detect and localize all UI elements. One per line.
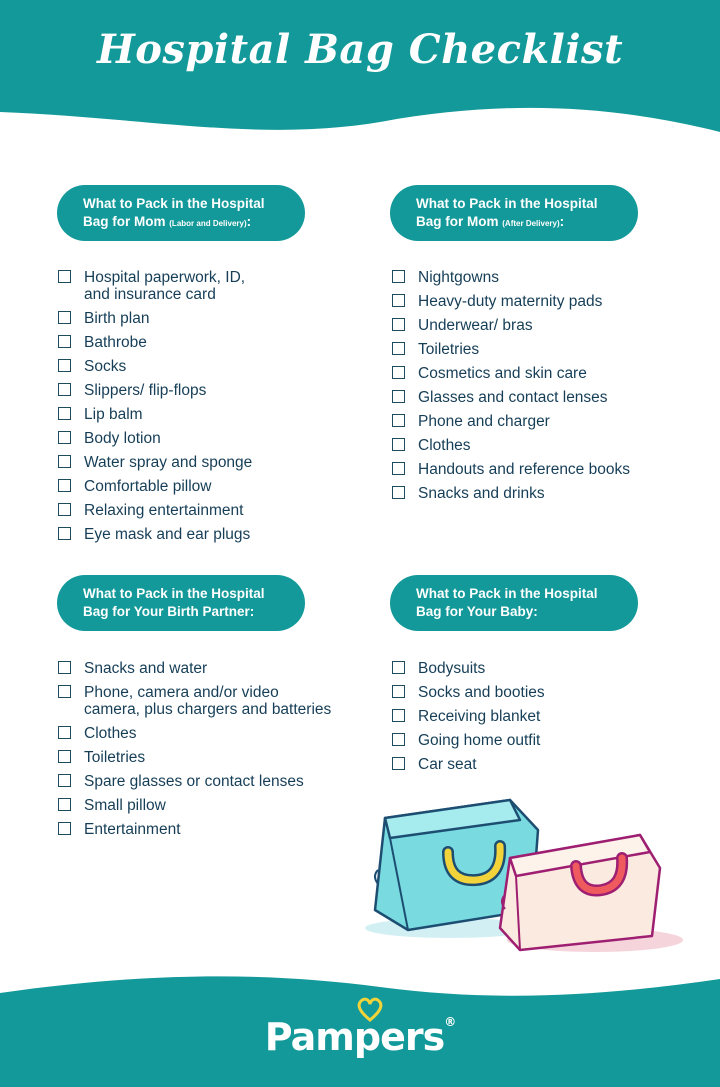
checklist-item-label: Hospital paperwork, ID, and insurance card (84, 269, 246, 303)
checklist-item (58, 773, 378, 790)
checkbox[interactable] (58, 726, 71, 739)
checkbox[interactable] (58, 822, 71, 835)
checkbox[interactable] (392, 709, 405, 722)
checklist-item (58, 430, 358, 447)
checkbox[interactable] (392, 366, 405, 379)
checkbox[interactable] (58, 798, 71, 811)
checklist-item-label: Spare glasses or contact lenses (84, 773, 304, 790)
checklist-item (58, 334, 358, 351)
checklist-item (392, 293, 712, 310)
checkbox[interactable] (58, 527, 71, 540)
checklist-item (58, 725, 378, 742)
checklist-item (58, 797, 378, 814)
checkbox[interactable] (392, 733, 405, 746)
checklist-item-label: Clothes (84, 725, 137, 742)
checkbox[interactable] (392, 462, 405, 475)
checklist-item-label: Comfortable pillow (84, 478, 212, 495)
header-wave (0, 0, 720, 150)
checklist-item (58, 454, 358, 471)
checkbox[interactable] (392, 318, 405, 331)
checklist-item-label: Phone, camera and/or video camera, plus chargers and batteries (84, 684, 332, 718)
checklist-item-label: Toiletries (84, 749, 146, 766)
section-heading-baby (390, 575, 638, 631)
checklist-item-label: Small pillow (84, 797, 166, 814)
checklist-item-label: Underwear/ bras (418, 317, 533, 334)
header-banner (0, 0, 720, 150)
checkbox[interactable] (392, 294, 405, 307)
checkbox[interactable] (58, 774, 71, 787)
heading-line2: Bag for Mom (416, 214, 499, 229)
checkbox[interactable] (58, 335, 71, 348)
checklist-item-label: Body lotion (84, 430, 161, 447)
checklist-item (392, 269, 712, 286)
checkbox[interactable] (58, 503, 71, 516)
checklist-item (392, 660, 712, 677)
heading-note: (Labor and Delivery) (169, 219, 247, 228)
checklist-item (392, 756, 712, 773)
checklist-item (392, 365, 712, 382)
checklist-mom-after (392, 269, 712, 509)
heading-line1: What to Pack in the Hospital (416, 586, 598, 601)
heading-line2: Bag for Your Birth Partner: (83, 604, 255, 619)
checklist-mom-labor (58, 269, 358, 550)
checklist-item (58, 684, 378, 718)
checklist-item-label: Bodysuits (418, 660, 486, 677)
checklist-item (58, 478, 358, 495)
section-heading-mom-labor (57, 185, 305, 241)
checklist-item-label: Bathrobe (84, 334, 147, 351)
logo-registered-mark: ® (444, 1015, 456, 1029)
checklist-item (58, 310, 358, 327)
checkbox[interactable] (392, 757, 405, 770)
checkbox[interactable] (58, 685, 71, 698)
checklist-item (392, 485, 712, 502)
checkbox[interactable] (58, 383, 71, 396)
checklist-item-label: Slippers/ flip-flops (84, 382, 207, 399)
checklist-item (58, 526, 358, 543)
pampers-logo (0, 1015, 720, 1059)
checklist-item-label: Clothes (418, 437, 471, 454)
checklist-item (58, 358, 358, 375)
checklist-item-label: Heavy-duty maternity pads (418, 293, 603, 310)
checklist-baby (392, 660, 712, 780)
heading-line1: What to Pack in the Hospital (83, 586, 265, 601)
checklist-item (58, 821, 378, 838)
checklist-item (58, 269, 358, 303)
checklist-item (392, 732, 712, 749)
checklist-item (392, 708, 712, 725)
checkbox[interactable] (392, 342, 405, 355)
checkbox[interactable] (392, 661, 405, 674)
checklist-item (392, 341, 712, 358)
heading-note: (After Delivery) (502, 219, 560, 228)
heading-line2: Bag for Your Baby: (416, 604, 538, 619)
checklist-item-label: Nightgowns (418, 269, 499, 286)
checklist-item-label: Birth plan (84, 310, 150, 327)
checklist-item (392, 437, 712, 454)
checkbox[interactable] (58, 359, 71, 372)
checklist-item (58, 660, 378, 677)
checklist-item-label: Water spray and sponge (84, 454, 253, 471)
heading-line2: Bag for Mom (83, 214, 166, 229)
checklist-item-label: Phone and charger (418, 413, 550, 430)
checklist-item-label: Lip balm (84, 406, 143, 423)
checklist-item (58, 406, 358, 423)
checklist-item-label: Snacks and water (84, 660, 208, 677)
checkbox[interactable] (58, 750, 71, 763)
checklist-item-label: Snacks and drinks (418, 485, 545, 502)
checklist-birth-partner (58, 660, 378, 845)
checklist-item-label: Socks and booties (418, 684, 545, 701)
checklist-item (392, 317, 712, 334)
heading-line1: What to Pack in the Hospital (83, 196, 265, 211)
checklist-item (392, 389, 712, 406)
checklist-item-label: Cosmetics and skin care (418, 365, 587, 382)
checklist-item-label: Socks (84, 358, 127, 375)
logo-text: Pampers (264, 1015, 445, 1059)
checklist-item-label: Car seat (418, 756, 477, 773)
checkbox[interactable] (58, 455, 71, 468)
checklist-item-label: Toiletries (418, 341, 480, 358)
checkbox[interactable] (392, 390, 405, 403)
checklist-item (58, 382, 358, 399)
checklist-item (392, 413, 712, 430)
heading-line1: What to Pack in the Hospital (416, 196, 598, 211)
checklist-item-label: Glasses and contact lenses (418, 389, 608, 406)
checklist-item-label: Relaxing entertainment (84, 502, 244, 519)
checklist-item-label: Entertainment (84, 821, 181, 838)
checkbox[interactable] (58, 479, 71, 492)
checklist-item-label: Receiving blanket (418, 708, 541, 725)
checkbox[interactable] (392, 270, 405, 283)
checkbox[interactable] (58, 661, 71, 674)
heading-suffix: : (559, 214, 565, 229)
checkbox[interactable] (392, 438, 405, 451)
checkbox[interactable] (58, 270, 71, 283)
checkbox[interactable] (392, 486, 405, 499)
hospital-bags-illustration (360, 790, 690, 965)
section-heading-mom-after (390, 185, 638, 241)
checklist-item (392, 461, 712, 478)
page-title: Hospital Bag Checklist (96, 26, 624, 73)
checkbox[interactable] (392, 685, 405, 698)
checklist-item (392, 684, 712, 701)
checklist-item (58, 502, 358, 519)
checkbox[interactable] (58, 311, 71, 324)
checklist-item (58, 749, 378, 766)
checklist-item-label: Handouts and reference books (418, 461, 630, 478)
section-heading-birth-partner (57, 575, 305, 631)
checklist-item-label: Going home outfit (418, 732, 541, 749)
checkbox[interactable] (58, 431, 71, 444)
checklist-item-label: Eye mask and ear plugs (84, 526, 251, 543)
heading-suffix: : (246, 214, 252, 229)
checkbox[interactable] (392, 414, 405, 427)
checkbox[interactable] (58, 407, 71, 420)
